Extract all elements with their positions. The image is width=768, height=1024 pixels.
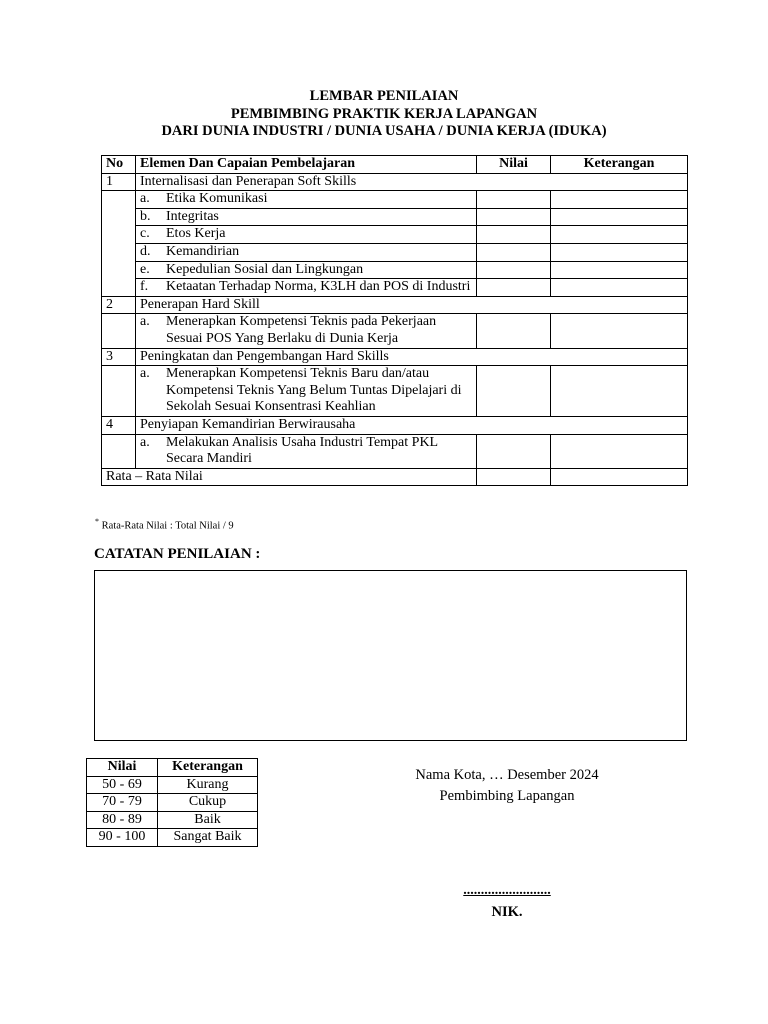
section-title: Peningkatan dan Pengembangan Hard Skills xyxy=(136,348,688,366)
table-body xyxy=(102,173,688,486)
section-row xyxy=(102,348,688,366)
no-cell xyxy=(102,208,136,226)
grade-range: 80 - 89 xyxy=(87,811,158,829)
section-title: Penerapan Hard Skill xyxy=(136,296,688,314)
nilai-cell[interactable] xyxy=(477,191,551,209)
note-text: Rata-Rata Nilai : Total Nilai / 9 xyxy=(101,520,234,532)
section-no: 4 xyxy=(102,416,136,434)
criteria-item xyxy=(140,226,472,243)
average-keterangan-cell[interactable] xyxy=(551,468,688,486)
criteria-letter: f. xyxy=(140,279,149,295)
criteria-item xyxy=(140,191,472,208)
average-row xyxy=(102,468,688,486)
criteria-row xyxy=(102,226,688,244)
section-no: 2 xyxy=(102,296,136,314)
criteria-cell xyxy=(136,366,477,417)
criteria-letter: a. xyxy=(140,366,150,382)
nilai-cell[interactable] xyxy=(477,366,551,417)
criteria-text: Kemandirian xyxy=(166,243,240,259)
criteria-letter: a. xyxy=(140,314,150,330)
criteria-item xyxy=(140,262,472,279)
criteria-cell xyxy=(136,208,477,226)
section-no: 3 xyxy=(102,348,136,366)
header-nilai: Nilai xyxy=(477,156,551,174)
nilai-cell[interactable] xyxy=(477,314,551,348)
signature-name-line xyxy=(380,883,634,899)
grade-row xyxy=(87,829,258,847)
section-row xyxy=(102,296,688,314)
section-no: 1 xyxy=(102,173,136,191)
criteria-cell xyxy=(136,314,477,348)
keterangan-cell[interactable] xyxy=(551,261,688,279)
criteria-text: Menerapkan Kompetensi Teknis Baru dan/atau Kompetensi Teknis Yang Belum Tuntas Dipelajari di Sekolah Sesuai Konsentrasi Keahlian xyxy=(166,366,462,415)
nilai-cell[interactable] xyxy=(477,261,551,279)
header-element: Elemen Dan Capaian Pembelajaran xyxy=(136,156,477,174)
criteria-text: Ketaatan Terhadap Norma, K3LH dan POS di Industri xyxy=(166,279,471,295)
criteria-text: Etika Komunikasi xyxy=(166,191,268,207)
criteria-row xyxy=(102,366,688,417)
grade-label: Cukup xyxy=(158,794,258,812)
no-cell xyxy=(102,279,136,297)
criteria-row xyxy=(102,191,688,209)
nilai-cell[interactable] xyxy=(477,279,551,297)
criteria-row xyxy=(102,314,688,348)
grade-row xyxy=(87,794,258,812)
keterangan-cell[interactable] xyxy=(551,279,688,297)
keterangan-cell[interactable] xyxy=(551,366,688,417)
criteria-row xyxy=(102,279,688,297)
nilai-cell[interactable] xyxy=(477,434,551,468)
keterangan-cell[interactable] xyxy=(551,314,688,348)
assessment-table xyxy=(101,155,688,486)
section-title: Penyiapan Kemandirian Berwirausaha xyxy=(136,416,688,434)
section-row xyxy=(102,173,688,191)
grade-row xyxy=(87,811,258,829)
grade-range: 70 - 79 xyxy=(87,794,158,812)
section-row xyxy=(102,416,688,434)
criteria-text: Menerapkan Kompetensi Teknis pada Pekerjaan Sesuai POS Yang Berlaku di Dunia Kerja xyxy=(166,314,437,346)
document-title xyxy=(0,88,768,141)
keterangan-cell[interactable] xyxy=(551,191,688,209)
criteria-text: Kepedulian Sosial dan Lingkungan xyxy=(166,261,364,277)
no-cell xyxy=(102,434,136,468)
criteria-item xyxy=(140,244,472,261)
grade-range: 90 - 100 xyxy=(87,829,158,847)
nilai-cell[interactable] xyxy=(477,226,551,244)
no-cell xyxy=(102,314,136,348)
keterangan-cell[interactable] xyxy=(551,434,688,468)
title-line-2: PEMBIMBING PRAKTIK KERJA LAPANGAN xyxy=(230,105,538,122)
criteria-item xyxy=(140,279,472,296)
no-cell xyxy=(102,366,136,417)
signature-nik: NIK. xyxy=(491,904,523,920)
grade-header-row xyxy=(87,759,258,777)
criteria-cell xyxy=(136,243,477,261)
title-line-3: DARI DUNIA INDUSTRI / DUNIA USAHA / DUNIA KERJA (IDUKA) xyxy=(161,123,607,139)
criteria-row xyxy=(102,261,688,279)
grade-range: 50 - 69 xyxy=(87,776,158,794)
grade-label: Sangat Baik xyxy=(158,829,258,847)
table-header-row xyxy=(102,156,688,174)
keterangan-cell[interactable] xyxy=(551,208,688,226)
grade-scale-table xyxy=(86,758,258,847)
average-note xyxy=(95,517,234,532)
average-label: Rata – Rata Nilai xyxy=(102,468,477,486)
no-cell xyxy=(102,226,136,244)
criteria-cell xyxy=(136,226,477,244)
average-nilai-cell[interactable] xyxy=(477,468,551,486)
catatan-box[interactable] xyxy=(94,570,687,741)
criteria-item xyxy=(140,366,472,416)
grade-label: Baik xyxy=(158,811,258,829)
keterangan-cell[interactable] xyxy=(551,226,688,244)
signature-name-placeholder: ......................... xyxy=(463,883,551,898)
keterangan-cell[interactable] xyxy=(551,243,688,261)
criteria-item xyxy=(140,314,472,347)
criteria-letter: a. xyxy=(140,434,150,450)
criteria-letter: e. xyxy=(140,261,150,277)
criteria-row xyxy=(102,434,688,468)
criteria-cell xyxy=(136,191,477,209)
criteria-row xyxy=(102,243,688,261)
criteria-item xyxy=(140,435,472,468)
grade-header-keterangan: Keterangan xyxy=(158,759,258,777)
signature-role: Pembimbing Lapangan xyxy=(439,788,575,804)
no-cell xyxy=(102,243,136,261)
criteria-letter: c. xyxy=(140,226,150,242)
header-keterangan: Keterangan xyxy=(551,156,688,174)
criteria-row xyxy=(102,208,688,226)
nilai-cell[interactable] xyxy=(477,243,551,261)
no-cell xyxy=(102,261,136,279)
note-mark: * xyxy=(95,517,99,526)
criteria-text: Etos Kerja xyxy=(166,226,226,242)
section-title: Internalisasi dan Penerapan Soft Skills xyxy=(136,173,688,191)
criteria-cell xyxy=(136,434,477,468)
criteria-letter: a. xyxy=(140,191,150,207)
criteria-item xyxy=(140,209,472,226)
header-no: No xyxy=(102,156,136,174)
criteria-cell xyxy=(136,279,477,297)
criteria-letter: b. xyxy=(140,208,151,224)
grade-row xyxy=(87,776,258,794)
criteria-cell xyxy=(136,261,477,279)
catatan-heading: CATATAN PENILAIAN : xyxy=(94,546,261,562)
grade-label: Kurang xyxy=(158,776,258,794)
criteria-letter: d. xyxy=(140,243,151,259)
nilai-cell[interactable] xyxy=(477,208,551,226)
signature-place-date: Nama Kota, … Desember 2024 xyxy=(415,767,599,783)
criteria-text: Melakukan Analisis Usaha Industri Tempat PKL Secara Mandiri xyxy=(166,434,438,467)
criteria-text: Integritas xyxy=(166,208,219,224)
grade-header-nilai: Nilai xyxy=(87,759,158,777)
title-line-1: LEMBAR PENILAIAN xyxy=(309,88,459,104)
no-cell xyxy=(102,191,136,209)
